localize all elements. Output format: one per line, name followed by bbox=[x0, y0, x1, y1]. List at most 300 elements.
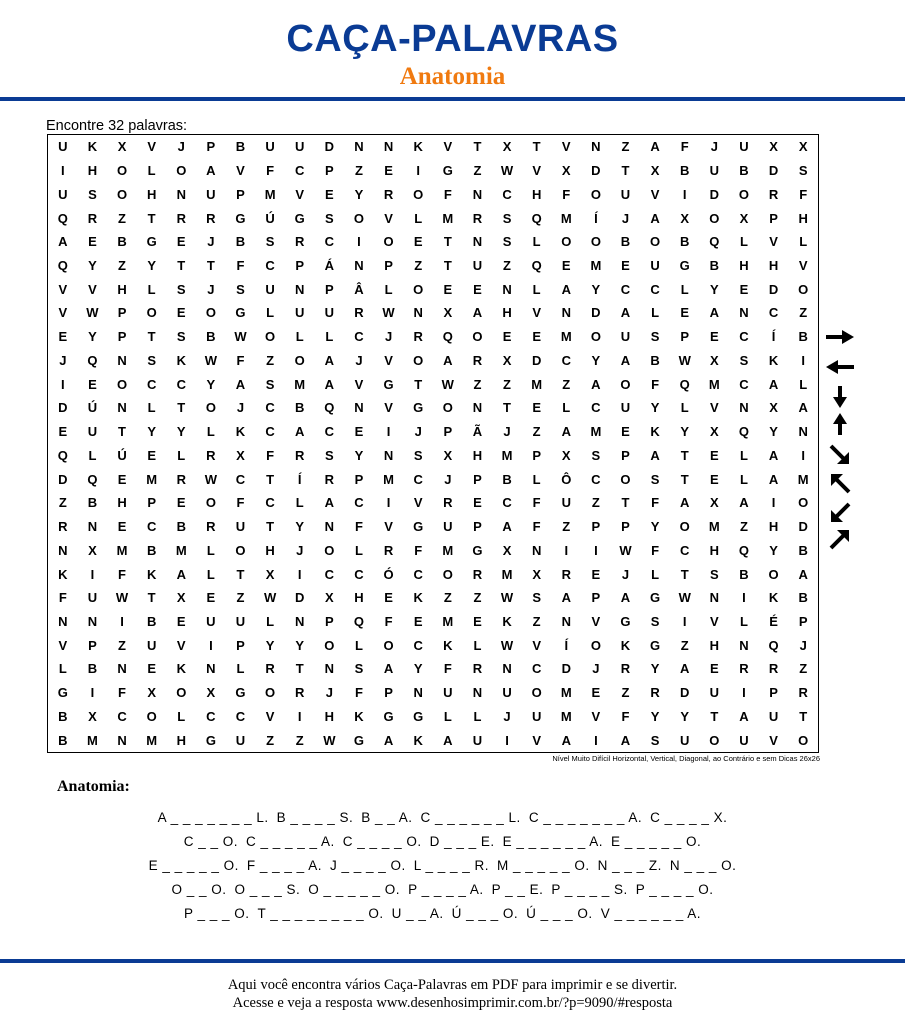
grid-letter: L bbox=[206, 424, 215, 440]
grid-letter: L bbox=[266, 305, 275, 321]
grid-letter: G bbox=[235, 210, 246, 226]
grid-letter: Z bbox=[532, 424, 541, 440]
grid-letter: H bbox=[324, 708, 335, 724]
grid-letter: S bbox=[413, 447, 423, 463]
grid-letter: V bbox=[591, 613, 601, 629]
word-search-grid bbox=[47, 134, 819, 753]
grid-letter: A bbox=[709, 305, 720, 321]
grid-letter: X bbox=[710, 495, 719, 511]
grid-letter: O bbox=[679, 519, 690, 535]
word-clue: J _ _ _ _ O. bbox=[329, 858, 406, 873]
grid-letter: Í bbox=[564, 637, 569, 653]
grid-letter: T bbox=[147, 590, 156, 606]
grid-letter: N bbox=[87, 519, 98, 535]
grid-letter: N bbox=[502, 661, 512, 677]
grid-letter: C bbox=[324, 234, 335, 250]
grid-letter: L bbox=[295, 329, 304, 345]
grid-letter: G bbox=[383, 376, 394, 392]
grid-letter: Í bbox=[594, 210, 598, 226]
grid-letter: E bbox=[88, 234, 97, 250]
grid-letter: L bbox=[354, 637, 363, 653]
grid-letter: U bbox=[739, 732, 749, 748]
grid-letter: C bbox=[265, 258, 275, 273]
grid-letter: C bbox=[739, 329, 749, 345]
grid-letter: V bbox=[532, 732, 541, 748]
grid-letter: U bbox=[472, 258, 483, 273]
word-clue: O _ _ _ S. bbox=[234, 882, 301, 897]
grid-letter: Í bbox=[297, 471, 302, 487]
grid-letter: B bbox=[58, 708, 68, 724]
grid-letter: R bbox=[472, 566, 483, 582]
grid-letter: R bbox=[295, 685, 305, 701]
grid-letter: I bbox=[386, 495, 391, 511]
grid-letter: P bbox=[798, 613, 808, 629]
grid-letter: U bbox=[502, 685, 512, 701]
grid-letter: N bbox=[531, 542, 542, 558]
puzzle-instruction: Encontre 32 palavras: bbox=[46, 118, 188, 134]
grid-letter: P bbox=[473, 471, 482, 487]
grid-letter: T bbox=[147, 210, 156, 226]
grid-letter: R bbox=[798, 685, 808, 701]
grid-letter: É bbox=[769, 613, 778, 629]
grid-letter: U bbox=[206, 613, 216, 629]
grid-letter: R bbox=[206, 519, 216, 535]
grid-letter: R bbox=[383, 186, 394, 202]
grid-letter: F bbox=[58, 590, 67, 606]
word-list-line bbox=[0, 830, 885, 854]
grid-letter: G bbox=[205, 732, 216, 748]
grid-letter: J bbox=[799, 637, 807, 653]
grid-letter: J bbox=[355, 352, 363, 368]
grid-letter: Q bbox=[531, 258, 542, 273]
grid-letter: D bbox=[680, 685, 690, 701]
grid-letter: A bbox=[561, 281, 571, 297]
grid-letter: L bbox=[414, 210, 423, 226]
grid-letter: Y bbox=[295, 519, 305, 535]
word-clue: F _ _ _ _ A. bbox=[246, 858, 322, 873]
grid-letter: D bbox=[709, 186, 720, 202]
grid-letter: Q bbox=[57, 210, 68, 226]
grid-letter: B bbox=[680, 163, 690, 179]
grid-letter: N bbox=[591, 139, 601, 155]
grid-letter: U bbox=[620, 186, 631, 202]
word-clue: N _ _ _ Z. bbox=[597, 858, 662, 873]
grid-letter: M bbox=[708, 519, 720, 535]
grid-letter: I bbox=[594, 542, 598, 558]
grid-letter: A bbox=[650, 139, 660, 155]
grid-letter: I bbox=[771, 495, 776, 511]
grid-letter: H bbox=[117, 281, 127, 297]
grid-letter: F bbox=[621, 708, 630, 724]
grid-letter: W bbox=[678, 590, 691, 606]
grid-letter: A bbox=[383, 661, 394, 677]
grid-letter: B bbox=[117, 234, 127, 250]
grid-letter: K bbox=[443, 637, 453, 653]
grid-letter: D bbox=[531, 352, 542, 368]
grid-letter: X bbox=[88, 708, 97, 724]
grid-letter: T bbox=[443, 258, 452, 273]
grid-letter: D bbox=[798, 519, 808, 535]
grid-letter: L bbox=[295, 495, 304, 511]
grid-letter: P bbox=[532, 447, 541, 463]
grid-letter: Y bbox=[591, 352, 601, 368]
grid-letter: R bbox=[383, 542, 394, 558]
grid-letter: O bbox=[235, 542, 246, 558]
grid-letter: X bbox=[502, 352, 512, 368]
grid-letter: Y bbox=[680, 708, 690, 724]
grid-letter: Q bbox=[324, 400, 335, 416]
grid-letter: O bbox=[265, 329, 276, 345]
grid-letter: P bbox=[473, 519, 482, 535]
grid-letter: X bbox=[798, 139, 808, 155]
grid-letter: A bbox=[176, 566, 186, 582]
grid-letter: O bbox=[798, 281, 809, 297]
grid-letter: X bbox=[206, 685, 216, 701]
grid-letter: Y bbox=[591, 281, 601, 297]
grid-letter: M bbox=[797, 471, 809, 487]
grid-letter: K bbox=[176, 352, 186, 368]
grid-letter: D bbox=[768, 281, 779, 297]
grid-letter: X bbox=[147, 685, 156, 701]
grid-letter: I bbox=[801, 352, 805, 368]
grid-letter: P bbox=[384, 685, 393, 701]
arrow-right-icon bbox=[822, 326, 858, 348]
grid-letter: Y bbox=[710, 281, 719, 297]
grid-letter: A bbox=[768, 376, 779, 392]
footer-line-2: Acesse e veja a resposta www.desenhosimprimir.com.br/?p=9090/#resposta bbox=[232, 995, 673, 1011]
word-clue: M _ _ _ _ _ O. bbox=[497, 858, 590, 873]
grid-letter: S bbox=[325, 447, 334, 463]
grid-letter: S bbox=[710, 566, 719, 582]
grid-letter: Y bbox=[354, 447, 364, 463]
grid-letter: P bbox=[147, 495, 156, 511]
grid-letter: L bbox=[206, 542, 215, 558]
grid-letter: H bbox=[117, 495, 127, 511]
grid-letter: K bbox=[768, 590, 779, 606]
grid-letter: V bbox=[561, 139, 571, 155]
grid-letter: R bbox=[176, 471, 186, 487]
grid-letter: H bbox=[354, 590, 364, 606]
grid-letter: F bbox=[532, 519, 541, 535]
grid-letter: H bbox=[798, 210, 808, 226]
grid-letter: K bbox=[650, 424, 660, 440]
grid-letter: C bbox=[591, 471, 601, 487]
word-clue: E _ _ _ _ _ O. bbox=[610, 834, 702, 849]
grid-letter: U bbox=[472, 732, 483, 748]
grid-letter: I bbox=[386, 424, 391, 440]
grid-letter: N bbox=[472, 685, 483, 701]
grid-letter: A bbox=[443, 352, 453, 368]
grid-letter: K bbox=[620, 637, 631, 653]
grid-letter: L bbox=[739, 471, 748, 487]
grid-letter: R bbox=[472, 210, 483, 226]
grid-letter: Z bbox=[621, 685, 630, 701]
grid-letter: X bbox=[443, 305, 453, 321]
word-clue: D _ _ _ E. bbox=[429, 834, 495, 849]
grid-letter: E bbox=[325, 186, 334, 202]
grid-letter: U bbox=[295, 305, 305, 321]
grid-letter: U bbox=[768, 708, 779, 724]
grid-letter: I bbox=[120, 613, 124, 629]
grid-letter: N bbox=[117, 352, 127, 368]
grid-letter: Y bbox=[769, 542, 778, 558]
grid-letter: X bbox=[710, 352, 719, 368]
grid-letter: Z bbox=[473, 590, 482, 606]
grid-letter: N bbox=[117, 732, 127, 748]
grid-letter: B bbox=[680, 234, 690, 250]
grid-letter: O bbox=[768, 566, 779, 582]
grid-letter: P bbox=[354, 471, 364, 487]
grid-letter: G bbox=[383, 708, 394, 724]
word-clue: C _ _ O. bbox=[183, 834, 238, 849]
grid-letter: E bbox=[710, 447, 719, 463]
grid-letter: L bbox=[147, 163, 156, 179]
grid-letter: C bbox=[265, 424, 275, 440]
grid-letter: U bbox=[739, 139, 749, 155]
grid-letter: K bbox=[413, 139, 423, 155]
grid-letter: I bbox=[682, 613, 687, 629]
grid-letter: Z bbox=[118, 258, 126, 273]
grid-letter: O bbox=[798, 732, 809, 748]
grid-letter: A bbox=[739, 708, 749, 724]
grid-letter: N bbox=[413, 685, 423, 701]
grid-letter: K bbox=[354, 708, 364, 724]
grid-letter: O bbox=[709, 210, 720, 226]
grid-letter: L bbox=[325, 329, 334, 345]
grid-letter: R bbox=[265, 661, 275, 677]
grid-letter: P bbox=[384, 258, 393, 273]
grid-letter: F bbox=[236, 352, 245, 368]
grid-letter: O bbox=[116, 186, 128, 202]
grid-letter: R bbox=[561, 566, 571, 582]
grid-letter: C bbox=[502, 495, 512, 511]
grid-letter: O bbox=[176, 685, 187, 701]
grid-letter: R bbox=[295, 447, 305, 463]
grid-letter: C bbox=[265, 400, 275, 416]
grid-letter: H bbox=[531, 186, 542, 202]
grid-letter: E bbox=[147, 661, 156, 677]
grid-letter: M bbox=[708, 376, 720, 392]
grid-letter: G bbox=[413, 519, 424, 535]
word-clue: E _ _ _ _ _ _ A. bbox=[502, 834, 603, 849]
word-clue: E _ _ _ _ _ O. bbox=[148, 858, 239, 873]
grid-letter: E bbox=[710, 661, 719, 677]
grid-letter: E bbox=[58, 329, 68, 345]
grid-letter: C bbox=[561, 352, 571, 368]
grid-letter: V bbox=[769, 234, 778, 250]
grid-letter: V bbox=[88, 281, 97, 297]
word-clue: V _ _ _ _ _ _ A. bbox=[600, 906, 702, 921]
word-clue: N _ _ _ O. bbox=[669, 858, 737, 873]
grid-letter: E bbox=[413, 234, 423, 250]
grid-letter: J bbox=[621, 566, 630, 582]
grid-letter: V bbox=[147, 139, 156, 155]
grid-letter: M bbox=[560, 685, 572, 701]
grid-letter: C bbox=[324, 424, 335, 440]
grid-letter: O bbox=[176, 163, 187, 179]
grid-letter: X bbox=[88, 542, 97, 558]
grid-letter: V bbox=[532, 163, 541, 179]
word-clue: P _ _ E. bbox=[491, 882, 544, 897]
grid-letter: K bbox=[235, 424, 246, 440]
grid-letter: Ó bbox=[383, 566, 394, 582]
grid-letter: S bbox=[176, 329, 186, 345]
grid-letter: B bbox=[58, 732, 68, 748]
grid-letter: S bbox=[236, 281, 245, 297]
grid-letter: N bbox=[472, 400, 483, 416]
grid-letter: Í bbox=[771, 329, 776, 345]
grid-letter: J bbox=[207, 281, 215, 297]
grid-letter: B bbox=[620, 234, 631, 250]
grid-letter: O bbox=[146, 708, 157, 724]
grid-letter: L bbox=[739, 234, 748, 250]
grid-letter: B bbox=[235, 234, 246, 250]
grid-letter: Ã bbox=[472, 424, 483, 440]
grid-letter: Y bbox=[147, 424, 156, 440]
grid-letter: S bbox=[532, 590, 541, 606]
grid-letter: K bbox=[58, 566, 68, 582]
grid-letter: E bbox=[532, 329, 541, 345]
grid-letter: R bbox=[620, 661, 631, 677]
grid-letter: L bbox=[651, 566, 660, 582]
letter-grid bbox=[48, 135, 818, 752]
grid-letter: H bbox=[709, 637, 720, 653]
grid-letter: F bbox=[118, 566, 126, 582]
grid-letter: C bbox=[620, 281, 631, 297]
grid-letter: T bbox=[621, 495, 630, 511]
grid-letter: H bbox=[176, 732, 186, 748]
grid-letter: T bbox=[680, 566, 689, 582]
grid-letter: A bbox=[620, 590, 631, 606]
grid-letter: Z bbox=[739, 519, 748, 535]
grid-letter: N bbox=[117, 400, 127, 416]
grid-letter: I bbox=[416, 163, 420, 179]
grid-letter: S bbox=[325, 210, 334, 226]
grid-letter: R bbox=[295, 234, 305, 250]
word-list bbox=[0, 806, 885, 926]
grid-letter: J bbox=[503, 708, 511, 724]
word-clue: P _ _ _ _ O. bbox=[635, 882, 714, 897]
grid-letter: W bbox=[204, 471, 218, 487]
grid-letter: I bbox=[682, 186, 687, 202]
grid-letter: P bbox=[769, 685, 778, 701]
grid-letter: Z bbox=[621, 139, 630, 155]
grid-letter: V bbox=[295, 186, 305, 202]
grid-letter: W bbox=[500, 163, 514, 179]
grid-letter: U bbox=[235, 732, 246, 748]
grid-letter: L bbox=[799, 376, 808, 392]
grid-letter: Y bbox=[88, 329, 97, 345]
grid-letter: A bbox=[680, 661, 690, 677]
difficulty-note: Nível Muito Difícil Horizontal, Vertical, Diagonal, ao Contrário e sem Dicas 26x26 bbox=[552, 754, 820, 763]
grid-letter: Z bbox=[118, 210, 126, 226]
grid-letter: N bbox=[354, 400, 364, 416]
grid-letter: R bbox=[472, 352, 483, 368]
grid-letter: E bbox=[88, 376, 97, 392]
grid-letter: U bbox=[265, 139, 275, 155]
grid-letter: N bbox=[739, 305, 749, 321]
footer bbox=[0, 976, 905, 1012]
grid-letter: E bbox=[384, 590, 393, 606]
grid-letter: Q bbox=[353, 613, 365, 629]
grid-letter: B bbox=[295, 400, 305, 416]
grid-letter: C bbox=[739, 376, 749, 392]
grid-letter: M bbox=[442, 542, 454, 558]
grid-letter: N bbox=[324, 519, 335, 535]
grid-letter: C bbox=[295, 163, 305, 179]
grid-letter: B bbox=[87, 495, 98, 511]
grid-letter: X bbox=[680, 210, 690, 226]
grid-letter: N bbox=[354, 139, 364, 155]
grid-letter: F bbox=[443, 661, 452, 677]
grid-letter: A bbox=[561, 732, 571, 748]
grid-letter: N bbox=[383, 139, 394, 155]
grid-letter: X bbox=[443, 447, 453, 463]
grid-letter: E bbox=[561, 258, 571, 273]
grid-letter: X bbox=[117, 139, 127, 155]
grid-letter: C bbox=[591, 400, 601, 416]
grid-letter: Y bbox=[295, 637, 305, 653]
page-title: CAÇA-PALAVRAS bbox=[286, 18, 619, 60]
grid-letter: A bbox=[768, 447, 779, 463]
grid-letter: J bbox=[236, 400, 245, 416]
grid-letter: S bbox=[147, 352, 156, 368]
grid-letter: Q bbox=[531, 210, 542, 226]
grid-letter: L bbox=[443, 708, 452, 724]
grid-letter: R bbox=[739, 661, 749, 677]
grid-letter: K bbox=[768, 352, 779, 368]
grid-letter: M bbox=[442, 210, 454, 226]
grid-letter: T bbox=[206, 258, 215, 273]
grid-letter: X bbox=[502, 139, 512, 155]
grid-letter: R bbox=[324, 471, 335, 487]
grid-letter: W bbox=[619, 542, 632, 558]
grid-letter: B bbox=[146, 542, 157, 558]
grid-letter: Z bbox=[443, 590, 452, 606]
word-clue: B _ _ _ _ S. bbox=[276, 810, 354, 825]
grid-letter: I bbox=[297, 708, 302, 724]
grid-letter: D bbox=[58, 400, 68, 416]
grid-letter: V bbox=[265, 708, 275, 724]
grid-letter: O bbox=[146, 305, 157, 321]
grid-letter: A bbox=[324, 495, 335, 511]
bottom-divider bbox=[0, 959, 905, 963]
grid-letter: C bbox=[235, 708, 246, 724]
grid-letter: L bbox=[532, 234, 541, 250]
grid-letter: S bbox=[650, 613, 660, 629]
grid-letter: B bbox=[206, 329, 216, 345]
grid-letter: I bbox=[90, 685, 95, 701]
grid-letter: A bbox=[768, 471, 779, 487]
grid-letter: E bbox=[176, 495, 186, 511]
grid-letter: F bbox=[354, 519, 363, 535]
grid-letter: O bbox=[116, 376, 128, 392]
grid-letter: A bbox=[472, 305, 483, 321]
grid-letter: M bbox=[590, 424, 602, 440]
grid-letter: F bbox=[236, 495, 245, 511]
grid-letter: U bbox=[58, 139, 68, 155]
grid-letter: C bbox=[413, 471, 423, 487]
grid-letter: P bbox=[621, 519, 630, 535]
grid-letter: I bbox=[564, 542, 569, 558]
grid-letter: J bbox=[592, 661, 600, 677]
word-list-line bbox=[0, 878, 885, 902]
grid-letter: V bbox=[798, 258, 808, 273]
grid-letter: G bbox=[235, 305, 246, 321]
grid-letter: L bbox=[384, 281, 393, 297]
grid-letter: T bbox=[680, 471, 689, 487]
grid-letter: F bbox=[651, 376, 660, 392]
